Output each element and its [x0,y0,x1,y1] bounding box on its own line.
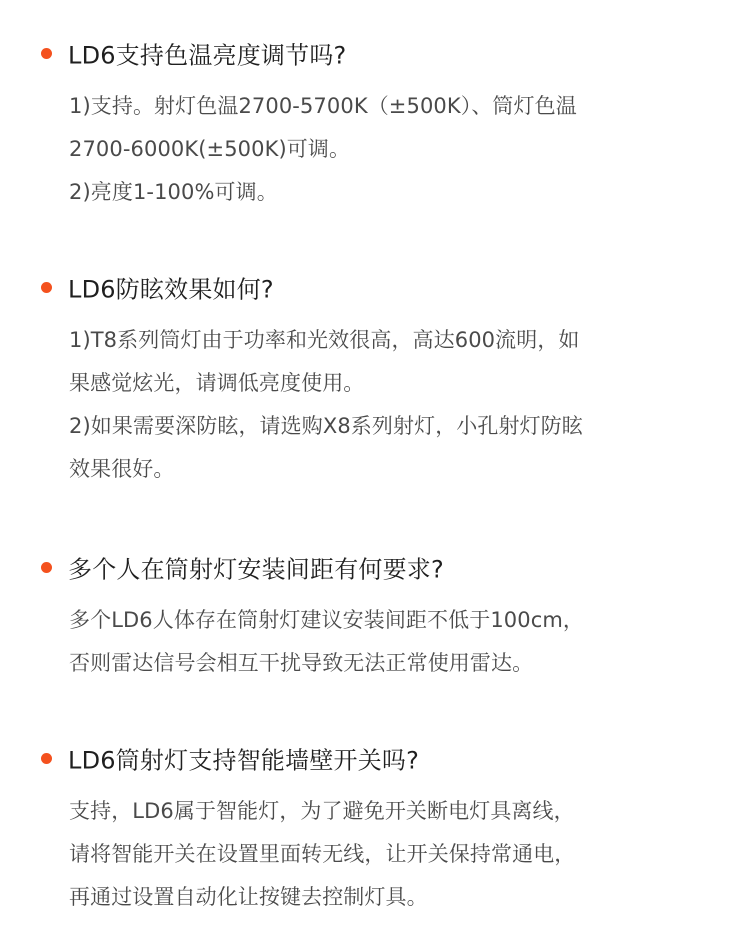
answer-line: 支持，LD6属于智能灯，为了避免开关断电灯具离线， [69,799,575,823]
answer-line: 请将智能开关在设置里面转无线，让开关保持常通电， [69,842,576,866]
answer-line: 1)T8系列筒灯由于功率和光效很高，高达600流明，如 [69,328,580,352]
faq-answer [0,790,750,919]
faq-question [0,736,750,780]
faq-item-spacing [0,545,750,685]
faq-item-anti-glare [0,265,750,491]
bullet-dot-icon [41,562,52,573]
answer-line: 2)如果需要深防眩，请选购X8系列射灯，小孔射灯防眩 [69,414,583,438]
question-text: 多个人在筒射灯安装间距有何要求? [68,555,444,584]
faq-item-wall-switch [0,736,750,919]
faq-item-color-brightness [0,31,750,214]
answer-line: 果感觉炫光，请调低亮度使用。 [69,371,365,395]
answer-line: 2700-6000K(±500K)可调。 [69,137,351,161]
faq-question [0,31,750,75]
question-text: LD6筒射灯支持智能墙壁开关吗? [68,746,420,775]
faq-answer [0,599,750,685]
question-text: LD6支持色温亮度调节吗? [68,41,347,70]
faq-answer [0,319,750,491]
bullet-dot-icon [41,753,52,764]
answer-line: 多个LD6人体存在筒射灯建议安装间距不低于100cm， [69,608,585,632]
question-text: LD6防眩效果如何? [68,275,274,304]
answer-line: 1)支持。射灯色温2700-5700K（±500K）、筒灯色温 [69,94,577,118]
faq-question [0,545,750,589]
bullet-dot-icon [41,48,52,59]
faq-question [0,265,750,309]
bullet-dot-icon [41,282,52,293]
answer-line: 否则雷达信号会相互干扰导致无法正常使用雷达。 [69,651,534,675]
answer-line: 2)亮度1-100%可调。 [69,180,278,204]
answer-line: 再通过设置自动化让按键去控制灯具。 [69,885,428,909]
answer-line: 效果很好。 [69,457,175,481]
faq-answer [0,85,750,214]
